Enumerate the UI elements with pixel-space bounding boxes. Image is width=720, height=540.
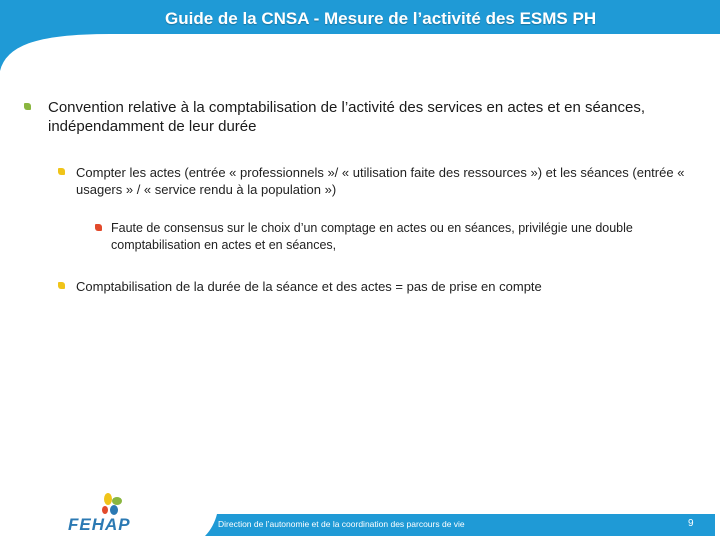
bullet-text-level1: Convention relative à la comptabilisation de l’activité des services en actes et en séances, indépendamment de leur durée xyxy=(48,99,645,135)
bullet-item-level1 xyxy=(24,98,684,136)
yellow-bullet-icon xyxy=(58,168,65,175)
logo-text: FEHAP xyxy=(68,515,131,534)
bullet-item-level2-actes xyxy=(58,164,698,198)
bullet-item-level2-duree xyxy=(58,278,698,295)
yellow-bullet-icon xyxy=(58,282,65,289)
bullet-text-level3: Faute de consensus sur le choix d’un comptage en actes ou en séances, privilégie une double comptabilisation en actes et en séances, xyxy=(111,221,633,252)
green-bullet-icon xyxy=(24,103,31,110)
red-bullet-icon xyxy=(95,224,102,231)
footer-text: Direction de l’autonomie et de la coordination des parcours de vie xyxy=(218,519,465,529)
page-title: Guide de la CNSA - Mesure de l’activité des ESMS PH xyxy=(165,9,597,28)
page-number: 9 xyxy=(688,518,694,529)
bullet-text-level2-duree: Comptabilisation de la durée de la séance et des actes = pas de prise en compte xyxy=(76,279,542,294)
bullet-text-level2-actes: Compter les actes (entrée « professionnels »/ « utilisation faite des ressources ») et les séances (entrée « usagers » / « service rendu à la population ») xyxy=(76,165,685,197)
bullet-item-level3 xyxy=(95,220,705,254)
